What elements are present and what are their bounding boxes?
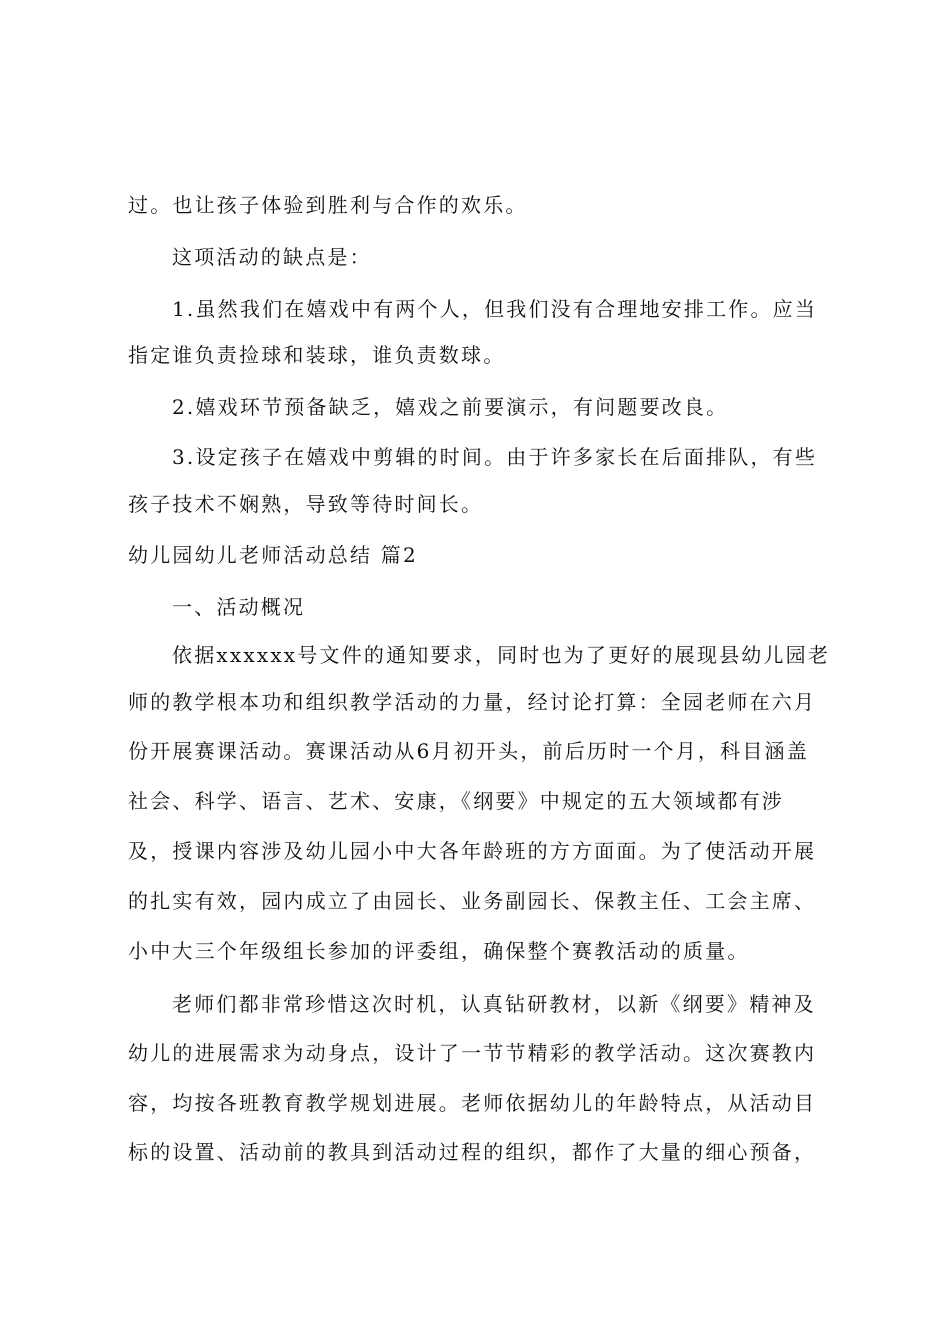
text-line: 及，授课内容涉及幼儿园小中大各年龄班的方方面面。为了使活动开展 (128, 839, 817, 863)
text-line: 社会、科学、语言、艺术、安康，《纲要》中规定的五大领域都有涉 (128, 789, 784, 813)
text-line: 指定谁负责捡球和装球，谁负责数球。 (128, 343, 506, 367)
subsection-heading: 一、活动概况 (172, 595, 306, 619)
text-line: 小中大三个年级组长参加的评委组，确保整个赛教活动的质量。 (128, 939, 750, 963)
text-line: 容，均按各班教育教学规划进展。老师依据幼儿的年龄特点，从活动目 (128, 1091, 817, 1115)
text-line: 的扎实有效，园内成立了由园长、业务副园长、保教主任、工会主席、 (128, 889, 817, 913)
text-line: 孩子技术不娴熟，导致等待时间长。 (128, 492, 484, 516)
text-line: 过。也让孩子体验到胜利与合作的欢乐。 (128, 193, 528, 217)
text-line: 这项活动的缺点是： (172, 245, 372, 269)
text-line: 份开展赛课活动。赛课活动从6月初开头，前后历时一个月，科目涵盖 (128, 739, 809, 763)
text-line: 依据xxxxxx号文件的通知要求，同时也为了更好的展现县幼儿园老 (172, 643, 831, 667)
text-line: 标的设置、活动前的教具到活动过程的组织，都作了大量的细心预备， (128, 1140, 817, 1164)
text-line: 老师们都非常珍惜这次时机，认真钻研教材，以新《纲要》精神及 (172, 992, 816, 1016)
text-line: 幼儿的进展需求为动身点，设计了一节节精彩的教学活动。这次赛教内 (128, 1041, 817, 1065)
list-item: 1.虽然我们在嬉戏中有两个人，但我们没有合理地安排工作。应当 (172, 297, 818, 321)
list-item: 3.设定孩子在嬉戏中剪辑的时间。由于许多家长在后面排队，有些 (172, 445, 818, 469)
list-item: 2.嬉戏环节预备缺乏，嬉戏之前要演示，有问题要改良。 (172, 395, 729, 419)
text-line: 师的教学根本功和组织教学活动的力量，经讨论打算：全园老师在六月 (128, 690, 817, 714)
section-heading: 幼儿园幼儿老师活动总结 篇2 (128, 543, 418, 567)
